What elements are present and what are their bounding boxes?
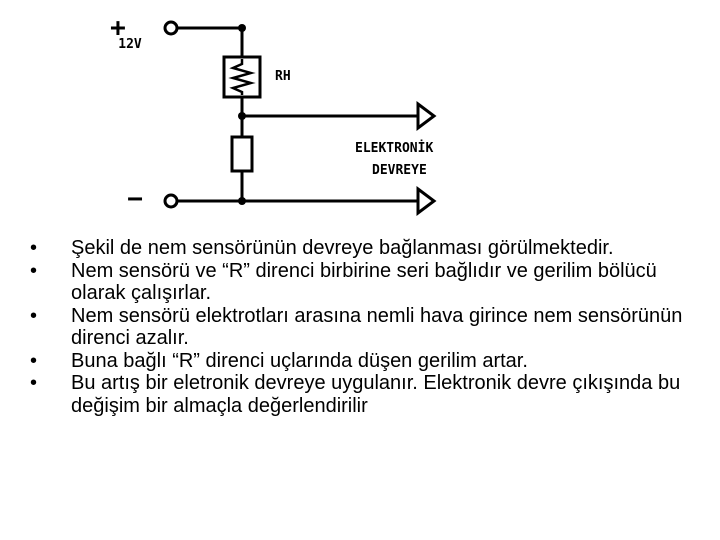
bullet-icon: • <box>30 304 38 327</box>
junction-dot <box>238 112 246 120</box>
humidity-sensor-symbol <box>224 57 260 97</box>
bullet-icon: • <box>30 259 38 282</box>
minus-terminal-symbol: − <box>127 184 143 214</box>
supply-voltage-label: 12V <box>118 37 142 52</box>
bullet-icon: • <box>30 349 38 372</box>
circuit-diagram <box>0 0 720 230</box>
junction-dot <box>238 24 246 32</box>
output-label-line2: DEVREYE <box>372 163 427 178</box>
bullet-item <box>30 350 700 373</box>
bullet-icon: • <box>30 237 38 259</box>
plus-terminal-symbol: + <box>110 13 126 43</box>
output-label-line1: ELEKTRONİK <box>355 141 434 156</box>
sensor-label: RH <box>275 69 291 84</box>
positive-terminal <box>165 22 177 34</box>
bullet-icon: • <box>30 372 38 394</box>
bullet-text: Şekil de nem sensörünün devreye bağlanması görülmektedir. <box>71 237 614 259</box>
bullet-text: Buna bağlı “R” direnci uçlarında düşen gerilim artar. <box>71 349 528 372</box>
junction-dot <box>238 197 246 205</box>
bullet-text: Nem sensörü elektrotları arasına nemli hava girince nem sensörünün direnci azalır. <box>71 304 683 349</box>
resistor-symbol <box>232 137 252 171</box>
bullet-item <box>30 237 700 260</box>
negative-terminal <box>165 195 177 207</box>
bullet-text: Nem sensörü ve “R” direnci birbirine seri bağlıdır ve gerilim bölücü olarak çalışırlar. <box>71 259 657 304</box>
bullet-item <box>30 260 700 305</box>
output-arrow-icon <box>418 104 434 128</box>
bullet-list <box>30 237 700 417</box>
bullet-text: Bu artış bir eletronik devreye uygulanır. Elektronik devre çıkışında bu değişim bir almaçla değerlendirilir <box>71 372 681 417</box>
output-arrow-icon <box>418 189 434 213</box>
bullet-item <box>30 372 700 417</box>
bullet-item <box>30 305 700 350</box>
